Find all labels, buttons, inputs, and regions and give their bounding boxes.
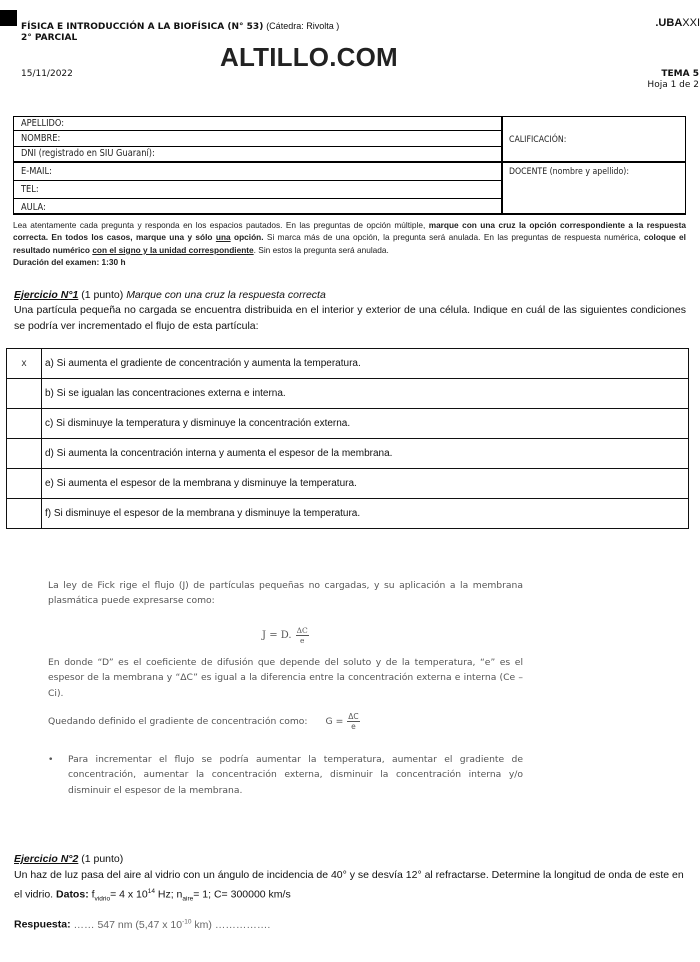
datos-f-sub: vidrio: [94, 895, 111, 903]
answer-value-main: …… 547 nm (5,47 x 10: [70, 918, 183, 931]
exam-instructions: [13, 219, 686, 269]
field-email[interactable]: [14, 163, 501, 181]
datos-n-sub: aire: [182, 895, 194, 903]
instructions-underlined-unit: con el signo y la unidad correspondiente: [92, 244, 254, 255]
catedra: (Cátedra: Rivolta ): [266, 21, 340, 31]
option-checkbox[interactable]: [7, 409, 42, 439]
exercise1-title: [14, 289, 326, 301]
datos-f: f: [88, 888, 95, 900]
fick-law-text: La ley de Fick rige el flujo (J) de partículas pequeñas no cargadas, y su aplicación a la membrana plasmática puede expresarse como:: [48, 580, 523, 607]
exercise2-label: Ejercicio N°2: [14, 853, 79, 865]
option-row: [7, 439, 689, 469]
exam-type: 2° PARCIAL: [21, 33, 78, 43]
label-apellido: APELLIDO:: [21, 118, 65, 129]
formula-fraction: [296, 626, 309, 645]
exercise2-title: [14, 853, 123, 865]
instructions-underlined-una: una: [215, 232, 231, 243]
fick-definition-text: En donde “D” es el coeficiente de difusión que depende del soluto y de la temperatura, “e” es el espesor de la membrana y “ΔC” es igual a la diferencia entre la concentración externa e interna (Ce – Ci).: [48, 657, 523, 699]
field-aula[interactable]: [14, 199, 501, 214]
exam-duration: Duración del examen: 1:30 h: [13, 257, 126, 268]
exercise1-label: Ejercicio N°1: [14, 289, 79, 301]
option-text: c) Si disminuye la temperatura y disminuye la concentración externa.: [42, 409, 689, 439]
instructions-bold-1: marque con una cruz la opción correspondiente a la respuesta correcta. En todos los casos, marque una y sólo: [13, 220, 686, 243]
exercise2-statement: [14, 868, 686, 907]
answer-value-end: km) …………….: [191, 918, 271, 931]
option-row: [7, 469, 689, 499]
exercise1-options-table: [6, 348, 689, 529]
option-text: f) Si disminuye el espesor de la membrana y disminuye la temperatura.: [42, 499, 689, 529]
field-dni[interactable]: [14, 147, 501, 163]
instructions-bold-1-end: opción.: [230, 232, 264, 243]
option-text: b) Si se igualan las concentraciones externa e interna.: [42, 379, 689, 409]
student-info-right: [503, 117, 685, 213]
site-logo: ALTILLO.COM: [220, 42, 398, 72]
fick-formula: [262, 626, 309, 645]
label-nombre: NOMBRE:: [21, 133, 61, 144]
gradient-lhs: G =: [325, 716, 344, 727]
gradient-denominator: e: [351, 722, 356, 731]
datos-n-value: = 1; C= 300000 km/s: [193, 888, 291, 900]
exercise1-points: (1 punto): [78, 289, 127, 301]
course-title: [21, 21, 339, 32]
option-checkbox[interactable]: [7, 469, 42, 499]
uba-logo-light: XXI: [682, 17, 700, 29]
option-text: a) Si aumenta el gradiente de concentración y aumenta la temperatura.: [42, 349, 689, 379]
field-calificacion[interactable]: [503, 117, 685, 163]
option-text: e) Si aumenta el espesor de la membrana y disminuye la temperatura.: [42, 469, 689, 499]
option-row: [7, 409, 689, 439]
option-checkbox[interactable]: [7, 499, 42, 529]
label-aula: AULA:: [21, 202, 46, 213]
option-checkbox[interactable]: [7, 379, 42, 409]
label-docente: DOCENTE (nombre y apellido):: [509, 167, 629, 177]
gradient-formula: [326, 712, 360, 731]
exercise2-answer: [14, 918, 270, 931]
field-apellido[interactable]: [14, 117, 501, 131]
option-checkbox[interactable]: x: [7, 349, 42, 379]
gradient-fraction: [347, 712, 359, 731]
label-dni: DNI (registrado en SIU Guaraní):: [21, 148, 155, 159]
datos-f-exp: 14: [147, 887, 155, 895]
exercise1-instruction: Marque con una cruz la respuesta correcta: [126, 289, 326, 301]
explanation-bullet: [48, 752, 523, 798]
datos-f-unit: Hz; n: [154, 888, 183, 900]
field-nombre[interactable]: [14, 131, 501, 147]
instructions-text-1: Lea atentamente cada pregunta y responda en los espacios pautados. En las preguntas de opción múltiple,: [13, 220, 429, 230]
answer-value[interactable]: [71, 919, 271, 931]
student-info-left: [14, 117, 503, 213]
instructions-text-3: . Sin estos la pregunta será anulada.: [253, 244, 389, 255]
label-calificacion: CALIFICACIÓN:: [509, 135, 567, 145]
page-count: Hoja 1 de 2: [647, 80, 699, 90]
field-docente[interactable]: [503, 163, 685, 214]
datos-label: Datos:: [56, 888, 89, 900]
exercise1-statement: Una partícula pequeña no cargada se encuentra distribuida en el interior y exterior de una célula. Indique en cuál de las siguientes condiciones se podría ver incrementado el flujo de esta partícula:: [14, 304, 686, 332]
answer-label: Respuesta:: [14, 918, 71, 931]
answer-value-exp: -10: [182, 918, 192, 925]
black-square-mark: [0, 10, 17, 26]
field-tel[interactable]: [14, 181, 501, 199]
gradient-numerator: ΔC: [348, 712, 359, 721]
uba-logo-bold: .UBA: [655, 17, 683, 29]
option-row: [7, 379, 689, 409]
formula-numerator: ΔC: [296, 626, 308, 635]
bullet-text: Para incrementar el flujo se podría aumentar la temperatura, aumentar el gradiente de concentración, aumentar la concentración externa, disminuir la concentración interna y/o disminuir el espesor de la membrana.: [68, 754, 523, 796]
option-row: [7, 499, 689, 529]
instructions-bold-2: coloque el resultado numérico: [13, 232, 686, 255]
exam-date: 15/11/2022: [21, 69, 73, 79]
tema-label: TEMA 5: [661, 69, 699, 79]
gradient-text: Quedando definido el gradiente de concentración como:: [48, 716, 308, 727]
student-info-table: [13, 116, 686, 215]
instructions-text-2: Si marca más de una opción, la pregunta será anulada. En las preguntas de respuesta numérica,: [263, 232, 644, 243]
exercise2-points: (1 punto): [78, 853, 124, 865]
option-text: d) Si aumenta la concentración interna y aumenta el espesor de la membrana.: [42, 439, 689, 469]
course-name: FÍSICA E INTRODUCCIÓN A LA BIOFÍSICA (N° 53): [21, 22, 264, 32]
option-checkbox[interactable]: [7, 439, 42, 469]
formula-denominator: e: [299, 636, 305, 645]
gradient-definition: [48, 712, 360, 731]
label-tel: TEL:: [21, 184, 39, 195]
formula-lhs: J = D.: [262, 630, 292, 641]
label-email: E-MAIL:: [21, 166, 52, 177]
uba-logo: [655, 17, 700, 29]
exercise2-text: Un haz de luz pasa del aire al vidrio con un ángulo de incidencia de 40° y se desvía 12° al refractarse. Determine la longitud de onda de este en el vidrio.: [14, 869, 684, 900]
option-row: [7, 349, 689, 379]
bullet-icon: •: [48, 754, 54, 765]
datos-f-value: = 4 x 10: [110, 888, 148, 900]
